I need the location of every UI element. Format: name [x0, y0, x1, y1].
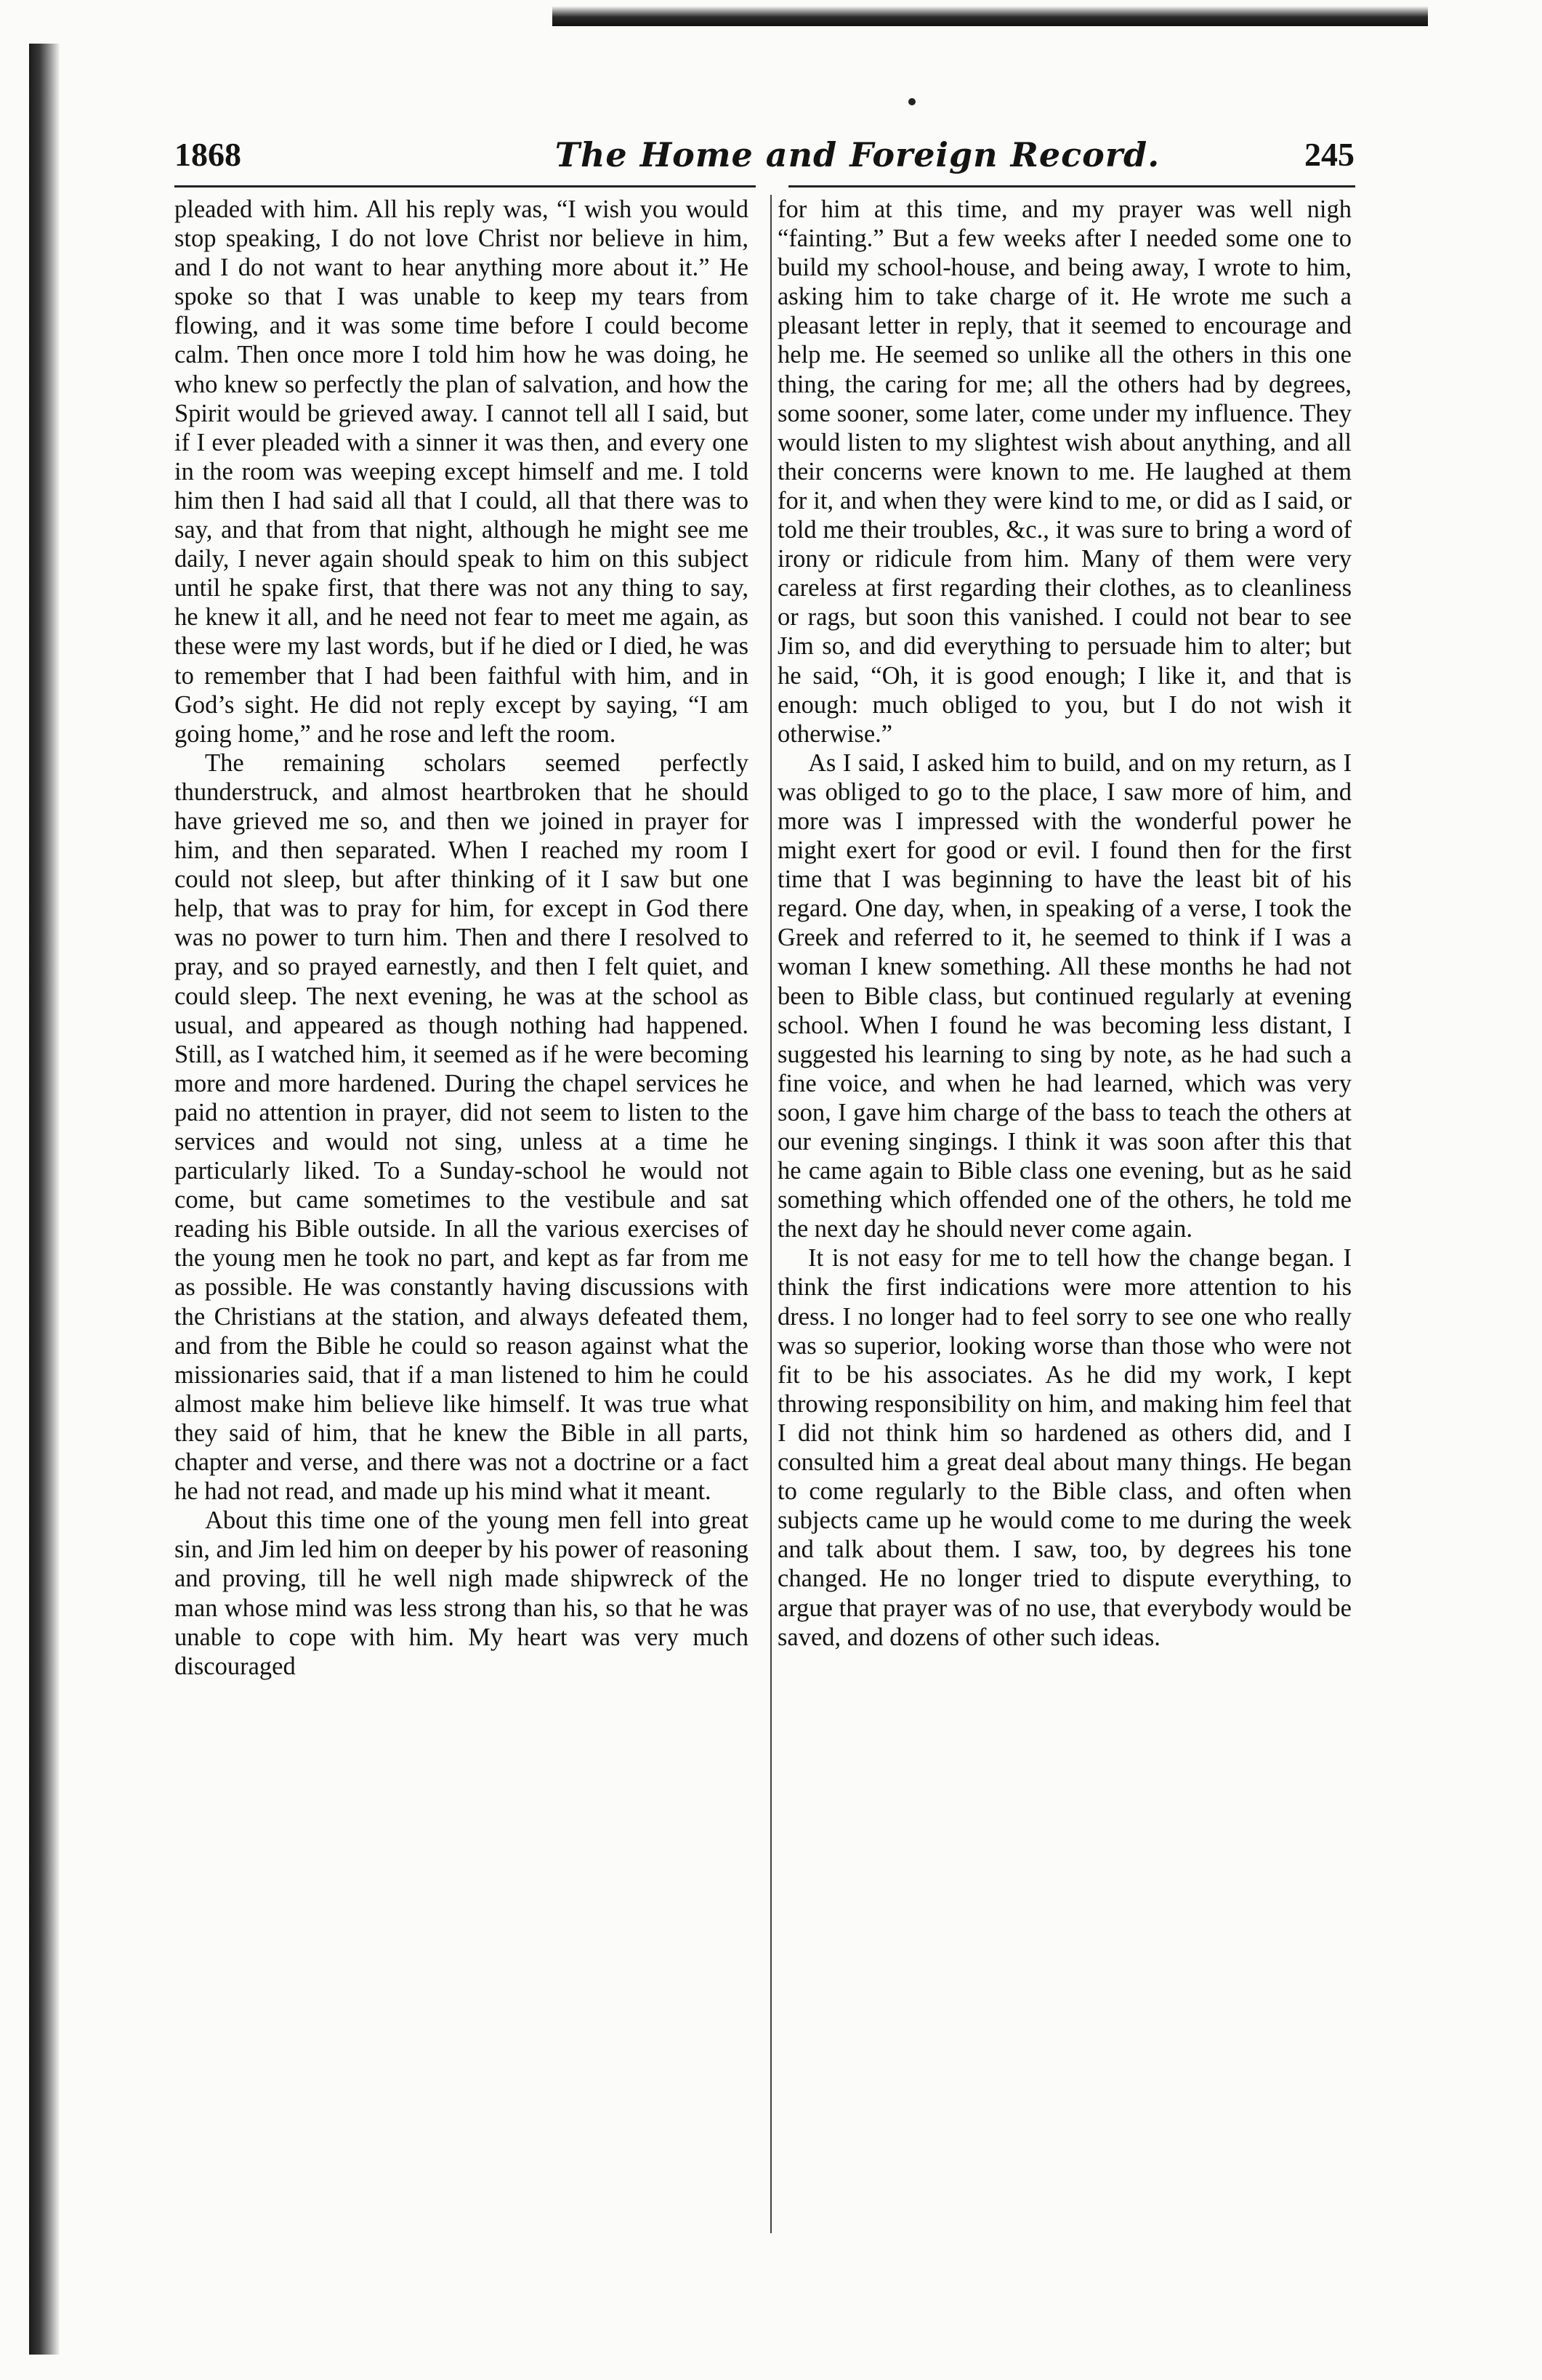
- top-scan-edge: [552, 6, 1428, 26]
- paragraph: About this time one of the young men fell into great sin, and Jim led him on deeper by his power of reasoning and proving, till he well nigh made shipwreck of the man whose mind was less strong than his, so that he was unable to cope with him. My heart was very much discouraged: [174, 1506, 748, 1680]
- header-year: 1868: [174, 136, 241, 173]
- paragraph: As I said, I asked him to build, and on my return, as I was obliged to go to the place, I saw more of him, and more was I impressed with the wonderful power he might exert for good or evil. I found then for the first time that I was beginning to have the least bit of his regard. One day, when, in speaking of a verse, I took the Greek and referred to it, he seemed to think if I was a woman I knew something. All these months he had not been to Bible class, but continued regularly at evening school. When I found he was becoming less distant, I suggested his learning to sing by note, as he had such a fine voice, and when he had learned, which was very soon, I gave him charge of the bass to teach the others at our evening singings. I think it was soon after this that he came again to Bible class one evening, but as he said something which offended one of the others, he told me the next day he should never come again.: [778, 749, 1352, 1243]
- header-rule-right: [788, 185, 1355, 187]
- right-column: [778, 195, 1352, 1652]
- paragraph: pleaded with him. All his reply was, “I wish you would stop speaking, I do not love Christ nor believe in him, and I do not want to hear anything more about it.” He spoke so that I was unable to keep my tears from flowing, and it was some time before I could become calm. Then once more I told him how he was doing, he who knew so perfectly the plan of salvation, and how the Spirit would be grieved away. I cannot tell all I said, but if I ever pleaded with a sinner it was then, and every one in the room was weeping except himself and me. I told him then I had said all that I could, all that there was to say, and that from that night, although he might see me daily, I never again should speak to him on this subject until he spake first, that there was not any thing to say, he knew it all, and he need not fear to meet me again, as these were my last words, but if he died or I died, he was to remember that I had been faithful with him, and in God’s sight. He did not reply except by saying, “I am going home,” and he rose and left the room.: [174, 195, 748, 748]
- running-header: [174, 129, 1355, 180]
- paragraph: It is not easy for me to tell how the change began. I think the first indications were more attention to his dress. I no longer had to feel sorry to see one who really was so superior, looking worse than those who were not fit to be his associates. As he did my work, I kept throwing responsibility on him, and making him feel that I did not think him so hardened as others did, and I consulted him a great deal about many things. He began to come regularly to the Bible class, and often when subjects came up he would come to me during the week and talk about them. I saw, too, by degrees his tone changed. He no longer tried to dispute everything, to argue that prayer was of no use, that everybody would be saved, and dozens of other such ideas.: [778, 1244, 1352, 1651]
- column-divider: [770, 195, 772, 2233]
- page-number: 245: [1304, 136, 1355, 173]
- header-rule-left: [174, 185, 756, 187]
- ink-dot: [908, 98, 916, 105]
- paragraph: The remaining scholars seemed perfectly thunderstruck, and almost heartbroken that he should have grieved me so, and then we joined in prayer for him, and then separated. When I reached my room I could not sleep, but after thinking of it I saw but one help, that was to pray for him, for except in God there was no power to turn him. Then and there I resolved to pray, and so prayed earnestly, and then I felt quiet, and could sleep. The next evening, he was at the school as usual, and appeared as though nothing had happened. Still, as I watched him, it seemed as if he were becoming more and more hardened. During the chapel services he paid no attention in prayer, did not seem to listen to the services and would not sing, unless at a time he particularly liked. To a Sunday-school he would not come, but came sometimes to the vestibule and sat reading his Bible outside. In all the various exercises of the young men he took no part, and kept as far from me as possible. He was constantly having discussions with the Christians at the station, and always defeated them, and from the Bible he could so reason against what the missionaries said, that if a man listened to him he could almost make him believe like himself. It was true what they said of him, that he knew the Bible in all parts, chapter and verse, and there was not a doctrine or a fact he had not read, and made up his mind what it meant.: [174, 749, 748, 1506]
- header-title: The Home and Foreign Record.: [554, 135, 1160, 174]
- binding-edge: [29, 44, 60, 2355]
- left-column: [174, 195, 748, 1681]
- paragraph: for him at this time, and my prayer was well nigh “fainting.” But a few weeks after I needed some one to build my school-house, and being away, I wrote to him, asking him to take charge of it. He wrote me such a pleasant letter in reply, that it seemed to encourage and help me. He seemed so unlike all the others in this one thing, the caring for me; all the others had by degrees, some sooner, some later, come under my influence. They would listen to my slightest wish about anything, and all their concerns were known to me. He laughed at them for it, and when they were kind to me, or did as I said, or told me their troubles, &c., it was sure to bring a word of irony or ridicule from him. Many of them were very careless at first regarding their clothes, as to cleanliness or rags, but soon this vanished. I could not bear to see Jim so, and did everything to persuade him to alter; but he said, “Oh, it is good enough; I like it, and that is enough: much obliged to you, but I do not wish it otherwise.”: [778, 195, 1352, 748]
